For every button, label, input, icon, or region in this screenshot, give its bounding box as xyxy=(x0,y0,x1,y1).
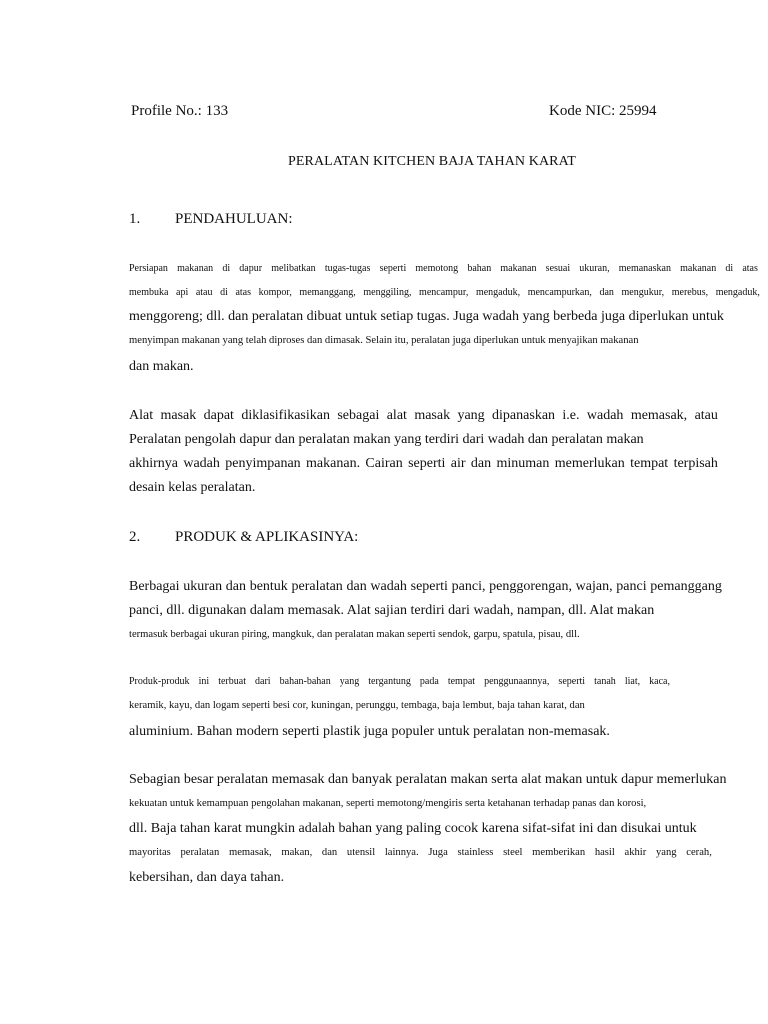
word: makan, xyxy=(281,847,313,858)
paragraph-line xyxy=(129,264,758,274)
paragraph-line xyxy=(129,288,760,298)
word: atau xyxy=(694,408,718,423)
word: memotong xyxy=(415,263,459,274)
section-2-number: 2. xyxy=(129,529,141,545)
word: utensil xyxy=(346,847,376,858)
word: Persiapan xyxy=(129,263,168,274)
word: yang xyxy=(457,408,485,423)
word: minuman xyxy=(496,456,550,471)
word: dari xyxy=(255,676,271,687)
word: mengukur, xyxy=(621,287,665,298)
word: Juga xyxy=(428,847,448,858)
word: lainnya. xyxy=(384,847,419,858)
word: atau xyxy=(195,287,213,298)
word: ini xyxy=(198,676,210,687)
word: api xyxy=(176,287,189,298)
word: mencampur, xyxy=(419,287,469,298)
word: yang xyxy=(655,847,677,858)
paragraph-line xyxy=(129,848,712,859)
word: bentuk xyxy=(249,579,288,594)
word: di xyxy=(725,263,734,274)
word: makanan xyxy=(177,263,214,274)
word: makanan xyxy=(680,263,717,274)
word: akhirnya xyxy=(129,456,178,471)
paragraph-line: aluminium. Bahan modern seperti plastik juga populer untuk peralatan non-memasak. xyxy=(129,724,610,739)
word: wajan, xyxy=(575,579,613,594)
word: akhir xyxy=(624,847,647,858)
word: bahan-bahan xyxy=(279,676,331,687)
word: memanggang, xyxy=(299,287,356,298)
word: seperti xyxy=(558,676,586,687)
word: Berbagai xyxy=(129,579,180,594)
word: mencampurkan, xyxy=(527,287,592,298)
word: wadah xyxy=(183,456,220,471)
word: alat xyxy=(386,408,407,423)
word: cerah, xyxy=(686,847,712,858)
word: menggiling, xyxy=(363,287,412,298)
paragraph-line xyxy=(129,457,718,471)
word: panci, xyxy=(451,579,486,594)
word: steel xyxy=(503,847,523,858)
word: sebagai xyxy=(337,408,380,423)
word: dan xyxy=(470,456,492,471)
word: ukuran xyxy=(183,579,223,594)
word: pemanggang xyxy=(650,579,722,594)
paragraph-line: termasuk berbagai ukuran piring, mangkuk, dan peralatan makan seperti sendok, garpu, spatula, pisau, dll. xyxy=(129,629,580,640)
paragraph-line: dll. Baja tahan karat mungkin adalah bahan yang paling cocok karena sifat-sifat ini dan disukai untuk xyxy=(129,821,697,836)
word: terpisah xyxy=(673,456,718,471)
word: bahan xyxy=(467,263,492,274)
profile-number: Profile No.: 133 xyxy=(131,103,229,119)
word: penggunaannya, xyxy=(484,676,550,687)
section-1-number: 1. xyxy=(129,211,141,227)
word: tugas-tugas xyxy=(324,263,371,274)
word: tempat xyxy=(447,676,476,687)
word: dipanaskan xyxy=(492,408,556,423)
paragraph-line xyxy=(129,409,718,423)
word: penggorengan, xyxy=(489,579,572,594)
word: wadah xyxy=(370,579,407,594)
word: makanan xyxy=(500,263,537,274)
word: seperti xyxy=(379,263,407,274)
word: stainless xyxy=(457,847,494,858)
word: terbuat xyxy=(218,676,246,687)
word: dan xyxy=(346,579,367,594)
word: mayoritas xyxy=(129,847,171,858)
word: ukuran, xyxy=(579,263,610,274)
word: peralatan xyxy=(291,579,343,594)
word: membuka xyxy=(129,287,169,298)
word: tanah xyxy=(594,676,616,687)
paragraph-line: desain kelas peralatan. xyxy=(129,480,256,495)
word: memasak, xyxy=(630,408,688,423)
word: i.e. xyxy=(562,408,580,423)
word: memberikan xyxy=(532,847,586,858)
word: air xyxy=(450,456,466,471)
word: dapat xyxy=(203,408,234,423)
word: melibatkan xyxy=(271,263,316,274)
word: atas xyxy=(742,263,758,274)
paragraph-line: keramik, kayu, dan logam seperti besi cor, kuningan, perunggu, tembaga, baja lembut, baja tahan karat, dan xyxy=(129,700,585,711)
word: sesuai xyxy=(545,263,571,274)
word: yang xyxy=(339,676,360,687)
word: makanan. xyxy=(306,456,361,471)
word: Cairan xyxy=(365,456,403,471)
word: Alat xyxy=(129,408,154,423)
word: diklasifikasikan xyxy=(241,408,330,423)
word: seperti xyxy=(408,456,446,471)
word: penyimpanan xyxy=(225,456,301,471)
word: atas xyxy=(235,287,252,298)
word: masak xyxy=(414,408,451,423)
word: panci xyxy=(616,579,647,594)
paragraph-line: panci, dll. digunakan dalam memasak. Alat sajian terdiri dari wadah, nampan, dll. Alat makan xyxy=(129,603,655,618)
word: memanaskan xyxy=(618,263,671,274)
word: dan xyxy=(225,579,247,594)
paragraph-line: menyimpan makanan yang telah diproses dan dimasak. Selain itu, peralatan juga diperlukan untuk menyajikan makanan xyxy=(129,335,639,346)
word: wadah xyxy=(586,408,624,423)
word: pada xyxy=(419,676,439,687)
document-title: PERALATAN KITCHEN BAJA TAHAN KARAT xyxy=(288,154,576,169)
word: mengaduk, xyxy=(475,287,521,298)
paragraph-line: kebersihan, dan daya tahan. xyxy=(129,870,285,885)
paragraph-line: kekuatan untuk kemampuan pengolahan makanan, seperti memotong/mengiris serta ketahanan terhadap panas dan korosi, xyxy=(129,798,647,809)
word: seperti xyxy=(410,579,448,594)
paragraph-line: menggoreng; dll. dan peralatan dibuat untuk setiap tugas. Juga wadah yang berbeda juga diperlukan untuk xyxy=(129,309,724,324)
word: mengaduk, xyxy=(715,287,760,298)
section-2-heading: PRODUK & APLIKASINYA: xyxy=(175,529,359,545)
word: tempat xyxy=(630,456,669,471)
paragraph-line xyxy=(129,677,670,687)
word: di xyxy=(220,287,228,298)
paragraph-line xyxy=(129,580,722,594)
word: hasil xyxy=(594,847,615,858)
word: di xyxy=(222,263,231,274)
word: memerlukan xyxy=(554,456,625,471)
word: kompor, xyxy=(258,287,292,298)
word: dan xyxy=(321,847,338,858)
word: liat, xyxy=(624,676,641,687)
word: peralatan xyxy=(180,847,220,858)
word: merebus, xyxy=(671,287,709,298)
word: dan xyxy=(599,287,614,298)
paragraph-line: dan makan. xyxy=(129,359,194,374)
paragraph-line: Peralatan pengolah dapur dan peralatan makan yang terdiri dari wadah dan peralatan makan xyxy=(129,432,644,447)
word: dapur xyxy=(239,263,263,274)
section-1-heading: PENDAHULUAN: xyxy=(175,211,293,227)
word: masak xyxy=(160,408,197,423)
paragraph-line: Sebagian besar peralatan memasak dan banyak peralatan makan serta alat makan untuk dapur memerlukan xyxy=(129,772,727,787)
word: tergantung xyxy=(368,676,411,687)
word: memasak, xyxy=(228,847,272,858)
nic-code: Kode NIC: 25994 xyxy=(549,103,657,119)
word: kaca, xyxy=(649,676,670,687)
word: Produk-produk xyxy=(129,676,190,687)
